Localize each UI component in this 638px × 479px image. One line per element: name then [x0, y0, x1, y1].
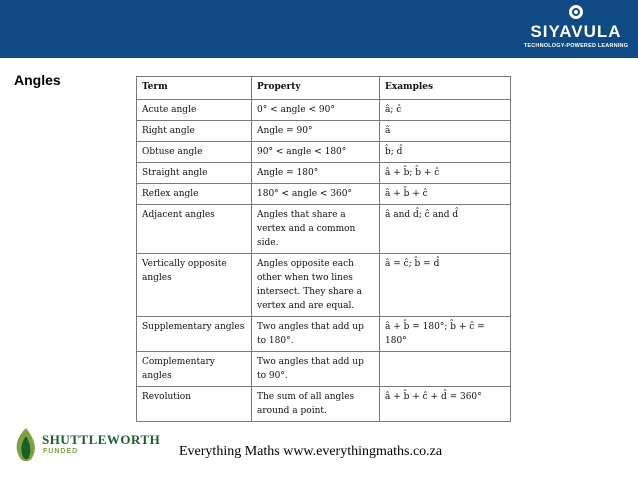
property-cell: Two angles that add up to 90°.	[252, 352, 380, 387]
column-header-term: Term	[137, 77, 252, 100]
term-cell: Vertically opposite angles	[137, 254, 252, 317]
siyavula-emblem-icon	[568, 4, 584, 20]
property-cell: Angles that share a vertex and a common side.	[252, 205, 380, 254]
examples-cell: â + b̂ + ĉ + d̂ = 360°	[380, 387, 511, 422]
examples-cell: â; ĉ	[380, 100, 511, 121]
property-cell: Two angles that add up to 180°.	[252, 317, 380, 352]
examples-cell: â + b̂ + ĉ	[380, 184, 511, 205]
shuttleworth-logo	[12, 426, 172, 466]
angles-table	[136, 76, 510, 422]
footer-text: Everything Maths www.everythingmaths.co.za	[179, 444, 443, 459]
property-cell: 180° < angle < 360°	[252, 184, 380, 205]
term-cell: Supplementary angles	[137, 317, 252, 352]
column-header-property: Property	[252, 77, 380, 100]
brand-tagline: TECHNOLOGY-POWERED LEARNING	[523, 43, 629, 49]
term-cell: Acute angle	[137, 100, 252, 121]
property-cell: 90° < angle < 180°	[252, 142, 380, 163]
examples-cell: â + b̂ = 180°; b̂ + ĉ = 180°	[380, 317, 511, 352]
term-cell: Complementary angles	[137, 352, 252, 387]
examples-cell: â and d̂; ĉ and d̂	[380, 205, 511, 254]
flame-leaf-icon	[12, 426, 40, 464]
table-row	[137, 100, 511, 121]
brand-name: SIYAVULA	[530, 22, 622, 41]
sponsor-name: SHUTTLEWORTH	[42, 432, 161, 447]
table-row	[137, 387, 511, 422]
table-row	[137, 205, 511, 254]
table-row	[137, 142, 511, 163]
slide-title: Angles	[14, 72, 61, 88]
table-row	[137, 352, 511, 387]
table-row	[137, 317, 511, 352]
term-cell: Right angle	[137, 121, 252, 142]
term-cell: Adjacent angles	[137, 205, 252, 254]
property-cell: Angles opposite each other when two lines intersect. They share a vertex and are equal.	[252, 254, 380, 317]
term-cell: Straight angle	[137, 163, 252, 184]
table-row	[137, 163, 511, 184]
column-header-examples: Examples	[380, 77, 511, 100]
examples-cell: â + b̂; b̂ + ĉ	[380, 163, 511, 184]
term-cell: Obtuse angle	[137, 142, 252, 163]
examples-cell	[380, 352, 511, 387]
table-header-row	[137, 77, 511, 100]
table-row	[137, 121, 511, 142]
siyavula-logo	[520, 4, 632, 52]
property-cell: The sum of all angles around a point.	[252, 387, 380, 422]
examples-cell: â = ĉ; b̂ = d̂	[380, 254, 511, 317]
examples-cell: b̂; d̂	[380, 142, 511, 163]
examples-cell: â	[380, 121, 511, 142]
property-cell: Angle = 90°	[252, 121, 380, 142]
table-row	[137, 254, 511, 317]
property-cell: 0° < angle < 90°	[252, 100, 380, 121]
property-cell: Angle = 180°	[252, 163, 380, 184]
term-cell: Reflex angle	[137, 184, 252, 205]
term-cell: Revolution	[137, 387, 252, 422]
table-row	[137, 184, 511, 205]
sponsor-sub: FUNDED	[43, 448, 79, 455]
header-bar	[0, 0, 638, 58]
